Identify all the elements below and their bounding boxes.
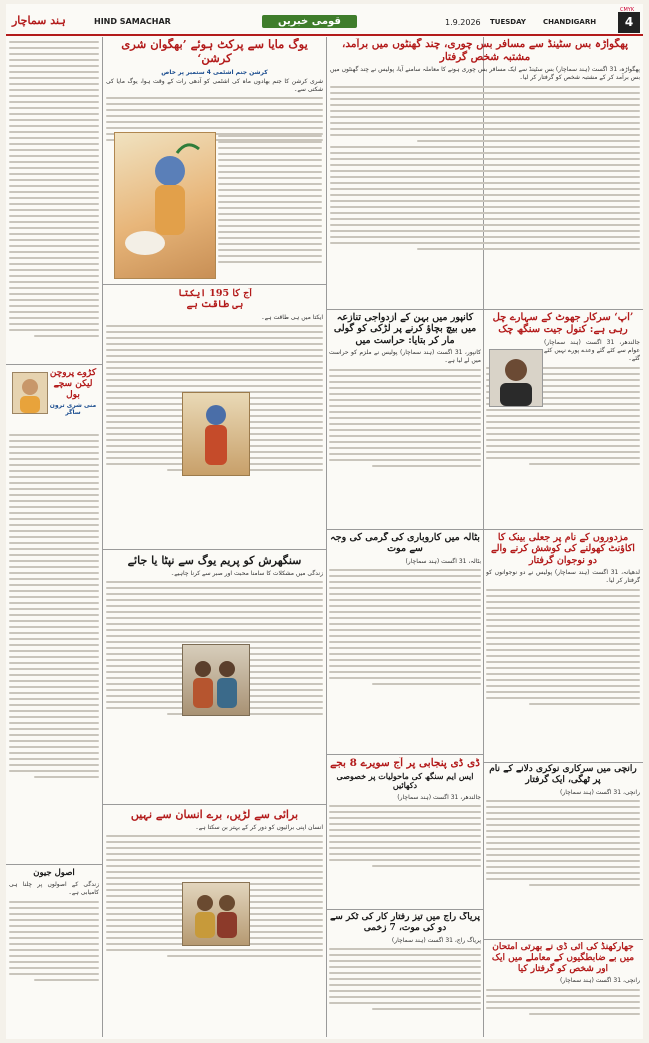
section-rule	[483, 939, 643, 940]
sermon-title: کڑوے پروچن لیکن سچے بول	[49, 368, 97, 400]
sermon-author: منی شری ترون ساگر	[49, 402, 97, 417]
column-rule	[102, 37, 103, 1037]
story-body	[486, 800, 640, 886]
issue-date: 1.9.2026	[445, 18, 481, 27]
story-headline: سنگھرش کو پریم یوگ سے نپٹا یا جائے	[127, 554, 302, 567]
story-body	[329, 369, 481, 467]
story-dd-punjabi	[329, 757, 481, 907]
story-body	[329, 569, 481, 685]
story-body	[9, 41, 99, 337]
story-lead: جالندھر، 31 اگست (ہند سماچار)	[397, 793, 481, 801]
monk-icon	[13, 373, 47, 413]
story-lead: جالندھر، 31 اگست (ہند سماچار) عوام سے کئے گئے وعدے پورے نہیں کئے گئے۔	[544, 339, 640, 363]
story-prayagraj	[329, 912, 481, 1037]
section-rule	[6, 864, 102, 865]
story-byline: کرشن جنم اشٹمی 4 ستمبر پر خاص	[161, 68, 268, 76]
story-lead: بٹالہ، 31 اگست (ہند سماچار)	[405, 557, 481, 565]
story-bus-theft	[330, 38, 640, 308]
story-headline: ’آپ‘ سرکار جھوٹ کے سہارے چل رہی ہے: کنول جیت سنگھ چک	[492, 312, 634, 335]
people-icon	[183, 645, 249, 715]
section-rule	[103, 549, 326, 550]
principles-box	[9, 868, 99, 1037]
deity-figure-icon	[183, 393, 249, 475]
story-body	[329, 948, 481, 1010]
story-subheadline: ایس ایم سنگھ کی ماحولیات پر خصوصی دکھائیں	[336, 770, 474, 791]
section-rule	[326, 529, 643, 530]
edition-city: CHANDIGARH	[543, 18, 597, 26]
column-continued-text	[9, 38, 99, 361]
sermon-body	[9, 434, 99, 778]
section-rule	[103, 804, 326, 805]
politician-photo	[489, 349, 543, 407]
masthead	[6, 7, 643, 36]
story-lead: کانپور، 31 اگست (ہند سماچار) پولیس نے ملزم کو حراست میں لے لیا ہے۔	[329, 349, 481, 365]
story-lead: پھگواڑہ، 31 اگست (ہند سماچار) بس سٹینڈ سے ایک مسافر بس چوری ہونے کا معاملہ سامنے آیا، پولیس نے چند گھنٹوں میں بس برآمد کر کے مشتبہ شخص کو گرفتار کر لیا۔	[330, 66, 640, 82]
section-rule	[103, 284, 326, 285]
section-rule	[483, 762, 643, 763]
story-body	[486, 989, 640, 1015]
evil-illustration	[182, 882, 250, 946]
section-rule	[326, 754, 483, 755]
story-headline: پریاگ راج میں تیز رفتار کار کی ٹکر سے دو کی موت، 7 زخمی	[330, 912, 480, 933]
principles-title: اصول جیون	[33, 868, 75, 878]
story-lead: شری کرشن کا جنم بھادوں ماہ کی اشٹمی کو آدھی رات کے وقت ہوا، یوگ مایا کی شکتی سے۔	[106, 77, 323, 93]
story-aap-govt	[486, 312, 640, 527]
story-batala	[329, 532, 481, 752]
story-headline: یوگ مایا سے پرکٹ ہوئے ’بھگوان شری کرشن‘	[121, 38, 308, 65]
story-headline: ڈی ڈی پنجابی پر آج سویرے 8 بجے	[330, 757, 480, 769]
krishna-illustration	[114, 132, 216, 279]
story-headline: آج کا 195 ایکتا ہی طاقت ہے	[178, 288, 252, 311]
story-headline: جھارکھنڈ کی آئی ڈی نے بھرتی امتحان میں بے ضابطگیوں کے معاملے میں ایک اور شخص کو گرفتار کیا	[491, 942, 635, 974]
story-body	[486, 589, 640, 705]
section-rule	[6, 364, 102, 365]
story-headline: رانچی میں سرکاری نوکری دلانے کے نام پر ٹھگی، ایک گرفتار	[489, 764, 637, 785]
krishna-figure-icon	[115, 133, 215, 278]
story-lead: ایکتا میں ہی طاقت ہے۔	[261, 313, 323, 321]
story-headline: مزدوروں کے نام پر جعلی بینک کا اکاؤنٹ کھولنے کی کوشش کرنے والے دو نوجوان گرفتار	[491, 532, 635, 566]
newspaper-page	[6, 4, 643, 1039]
family-photo	[182, 644, 250, 716]
deity-illustration	[182, 392, 250, 476]
story-lead: لدھیانہ، 31 اگست (ہند سماچار) پولیس نے دو نوجوانوں کو گرفتار کر لیا۔	[486, 569, 640, 585]
story-lead: پریاگ راج، 31 اگست (ہند سماچار)	[391, 936, 481, 944]
story-body	[329, 805, 481, 867]
story-lead: زندگی میں مشکلات کا سامنا محبت اور صبر سے کرنا چاہیے۔	[170, 570, 323, 578]
story-krishna-continued	[218, 132, 322, 280]
story-headline: کانپور میں بہن کے ازدواجی تنازعہ میں بیچ بچاؤ کرنے پر لڑکی کو گولی مار کر بتایا: حراست میں	[333, 312, 477, 346]
figures-icon	[183, 883, 249, 945]
issue-day: TUESDAY	[490, 18, 526, 26]
sermon-box	[9, 368, 99, 862]
section-rule	[326, 909, 483, 910]
story-lead: رانچی، 31 اگست (ہند سماچار)	[560, 977, 640, 985]
principles-body	[9, 901, 99, 981]
story-ranchi-fraud	[486, 764, 640, 936]
story-body	[330, 86, 640, 250]
story-headline: بٹالہ میں کاروباری کی گرمی کی وجہ سے موت	[330, 532, 480, 555]
story-kanpur	[329, 312, 481, 527]
newspaper-logo: ہند سماچار	[12, 14, 66, 27]
brand-name: HIND SAMACHAR	[94, 17, 171, 26]
person-icon	[490, 350, 542, 406]
story-headline: برائی سے لڑیں، برے انسان سے نہیں	[130, 808, 299, 821]
monk-photo	[12, 372, 48, 414]
story-body	[218, 135, 322, 263]
column-rule	[326, 37, 327, 1037]
story-jharkhand-cid	[486, 942, 640, 1037]
cmyk-mark: CMYK	[620, 7, 635, 13]
section-title: قومی خبریں	[262, 15, 357, 28]
section-rule	[326, 309, 643, 310]
story-fake-account	[486, 532, 640, 760]
page-number: 4	[618, 12, 640, 33]
principles-lead: زندگی کے اصولوں پر چلنا ہی کامیابی ہے۔	[9, 881, 99, 897]
story-lead: رانچی، 31 اگست (ہند سماچار)	[560, 788, 640, 796]
story-headline: پھگواڑہ بس سٹینڈ سے مسافر بس چوری، چند گھنٹوں میں برآمد، مشتبہ شخص گرفتار	[341, 38, 629, 63]
story-lead: انسان اپنی برائیوں کو دور کر کے بہتر بن سکتا ہے۔	[195, 824, 323, 832]
